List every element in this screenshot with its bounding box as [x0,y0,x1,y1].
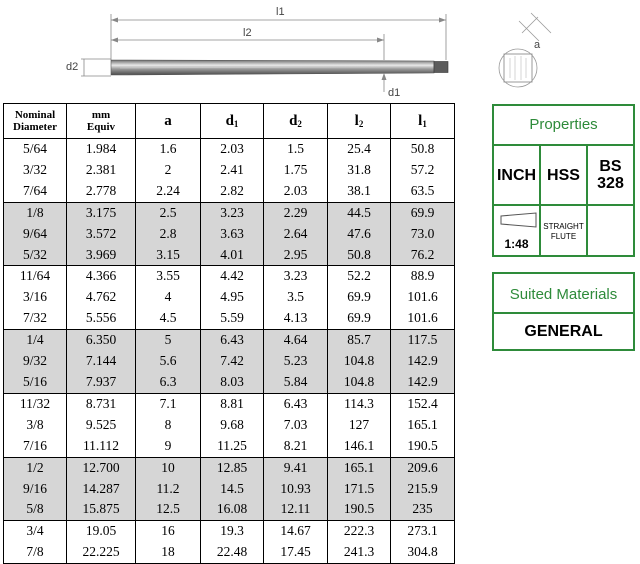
table-cell: 3.23 [201,202,264,223]
table-cell: 69.9 [328,287,391,308]
table-cell: 2.5 [136,202,201,223]
table-row [4,202,455,223]
table-cell: 10 [136,457,201,478]
table-cell: 7.42 [201,351,264,372]
table-cell: 6.350 [67,330,136,351]
table-cell: 8 [136,415,201,436]
table-cell: 1/4 [4,330,67,351]
header-l2: $l_2$ [328,104,391,139]
table-cell: 7.144 [67,351,136,372]
table-cell: 7/8 [4,542,67,563]
table-cell: 5.59 [201,308,264,329]
suited-materials-title: Suited Materials [494,274,633,314]
table-cell: 7/64 [4,181,67,202]
suited-materials-panel [492,272,635,351]
table-cell: 12.85 [201,457,264,478]
table-cell: 3/4 [4,521,67,542]
table-cell: 1.5 [264,139,328,160]
table-cell: 3/32 [4,160,67,181]
table-cell: 7.03 [264,415,328,436]
table-cell: 11/64 [4,266,67,287]
table-cell: 73.0 [391,224,455,245]
table-cell: 1/8 [4,202,67,223]
reamer-dimension-diagram [0,0,480,104]
table-cell: 8.81 [201,393,264,414]
table-row [4,351,455,372]
table-row [4,287,455,308]
table-cell: 5/32 [4,245,67,266]
table-cell: 22.225 [67,542,136,563]
table-cell: 16.08 [201,499,264,520]
table-cell: 14.5 [201,479,264,500]
table-row [4,479,455,500]
table-cell: 15.875 [67,499,136,520]
table-cell: 152.4 [391,393,455,414]
table-cell: 3.23 [264,266,328,287]
standard-badge: BS 328 [586,146,633,204]
table-cell: 9/64 [4,224,67,245]
flute-type: STRAIGHT FLUTE [539,206,586,257]
table-row [4,457,455,478]
table-cell: 50.8 [328,245,391,266]
table-cell: 8.03 [201,372,264,393]
table-cell: 9.41 [264,457,328,478]
table-row [4,393,455,414]
header-d2: $d_2$ [264,104,328,139]
table-cell: 50.8 [391,139,455,160]
properties-panel [492,104,635,257]
table-cell: 104.8 [328,372,391,393]
properties-title: Properties [494,106,633,146]
table-cell: 4.762 [67,287,136,308]
table-cell: 11.112 [67,436,136,457]
material-badge: HSS [539,146,586,204]
table-cell: 190.5 [391,436,455,457]
table-cell: 3.55 [136,266,201,287]
table-cell: 19.3 [201,521,264,542]
table-cell: 4.13 [264,308,328,329]
table-cell: 273.1 [391,521,455,542]
table-cell: 4.42 [201,266,264,287]
table-row [4,372,455,393]
table-cell: 12.5 [136,499,201,520]
table-row [4,499,455,520]
table-cell: 1/2 [4,457,67,478]
unit-badge: INCH [496,166,537,184]
table-cell: 165.1 [328,457,391,478]
table-cell: 3/8 [4,415,67,436]
table-cell: 3.63 [201,224,264,245]
square-end-view-diagram [484,8,634,103]
table-cell: 38.1 [328,181,391,202]
table-cell: 9.68 [201,415,264,436]
table-cell: 4.01 [201,245,264,266]
properties-row-2 [494,206,633,257]
table-cell: 18 [136,542,201,563]
table-cell: 104.8 [328,351,391,372]
header-mm-equiv: mm Equiv [67,104,136,139]
table-cell: 2.64 [264,224,328,245]
table-cell: 52.2 [328,266,391,287]
table-cell: 85.7 [328,330,391,351]
table-cell: 146.1 [328,436,391,457]
table-row [4,330,455,351]
table-cell: 3.15 [136,245,201,266]
table-row [4,308,455,329]
table-cell: 241.3 [328,542,391,563]
table-cell: 1.75 [264,160,328,181]
table-cell: 171.5 [328,479,391,500]
table-cell: 5/64 [4,139,67,160]
table-cell: 9.525 [67,415,136,436]
table-cell: 2.24 [136,181,201,202]
table-cell: 88.9 [391,266,455,287]
table-cell: 63.5 [391,181,455,202]
table-cell: 190.5 [328,499,391,520]
table-cell: 4 [136,287,201,308]
table-cell: 142.9 [391,351,455,372]
table-cell: 101.6 [391,308,455,329]
d1-label: d1 [388,87,401,99]
header-nominal-diameter: Nominal Diameter [4,104,67,139]
table-cell: 5.23 [264,351,328,372]
l2-label: l2 [243,27,252,39]
table-cell: 1.984 [67,139,136,160]
table-row [4,139,455,160]
table-cell: 17.45 [264,542,328,563]
table-cell: 2.29 [264,202,328,223]
table-cell: 9 [136,436,201,457]
table-cell: 5.556 [67,308,136,329]
table-cell: 165.1 [391,415,455,436]
table-body [4,139,455,564]
table-cell: 7/32 [4,308,67,329]
header-a: a [136,104,201,139]
header-d1: $d_1$ [201,104,264,139]
table-cell: 14.67 [264,521,328,542]
l1-label: l1 [276,6,285,18]
table-cell: 2.778 [67,181,136,202]
table-cell: 3.175 [67,202,136,223]
table-cell: 31.8 [328,160,391,181]
table-row [4,415,455,436]
table-row [4,266,455,287]
table-cell: 3.572 [67,224,136,245]
table-cell: 127 [328,415,391,436]
table-cell: 3.5 [264,287,328,308]
table-cell: 8.21 [264,436,328,457]
table-cell: 69.9 [391,202,455,223]
table-cell: 14.287 [67,479,136,500]
table-cell: 6.43 [264,393,328,414]
table-header-row [4,104,455,139]
table-cell: 76.2 [391,245,455,266]
table-cell: 4.64 [264,330,328,351]
table-row [4,521,455,542]
table-cell: 69.9 [328,308,391,329]
table-cell: 19.05 [67,521,136,542]
table-cell: 5 [136,330,201,351]
table-cell: 7.937 [67,372,136,393]
table-cell: 12.700 [67,457,136,478]
table-cell: 4.95 [201,287,264,308]
table-cell: 5.84 [264,372,328,393]
taper-cell [494,206,539,257]
a-label: a [534,39,541,51]
taper-ratio: 1:48 [504,237,529,251]
table-cell: 5/8 [4,499,67,520]
table-cell: 44.5 [328,202,391,223]
table-cell: 2.03 [201,139,264,160]
table-cell: 2 [136,160,201,181]
table-cell: 209.6 [391,457,455,478]
table-cell: 5/16 [4,372,67,393]
table-cell: 2.8 [136,224,201,245]
table-row [4,542,455,563]
table-cell: 2.03 [264,181,328,202]
table-cell: 8.731 [67,393,136,414]
table-cell: 5.6 [136,351,201,372]
table-cell: 114.3 [328,393,391,414]
table-cell: 2.41 [201,160,264,181]
table-cell: 7/16 [4,436,67,457]
table-cell: 11/32 [4,393,67,414]
table-cell: 16 [136,521,201,542]
table-cell: 25.4 [328,139,391,160]
table-cell: 4.5 [136,308,201,329]
suited-material-value: GENERAL [524,323,603,340]
table-cell: 222.3 [328,521,391,542]
table-row [4,436,455,457]
table-cell: 142.9 [391,372,455,393]
table-cell: 12.11 [264,499,328,520]
table-cell: 6.3 [136,372,201,393]
table-cell: 117.5 [391,330,455,351]
table-cell: 10.93 [264,479,328,500]
table-cell: 11.2 [136,479,201,500]
table-cell: 9/32 [4,351,67,372]
properties-row [494,146,633,206]
reamer-size-table [3,103,455,564]
table-cell: 304.8 [391,542,455,563]
table-cell: 4.366 [67,266,136,287]
taper-icon [498,212,542,228]
table-row [4,160,455,181]
table-cell: 47.6 [328,224,391,245]
table-cell: 11.25 [201,436,264,457]
d2-label: d2 [66,61,79,73]
table-cell: 3.969 [67,245,136,266]
table-cell: 22.48 [201,542,264,563]
table-row [4,181,455,202]
table-cell: 101.6 [391,287,455,308]
table-cell: 215.9 [391,479,455,500]
table-cell: 1.6 [136,139,201,160]
header-l1: $l_1$ [391,104,455,139]
table-cell: 235 [391,499,455,520]
table-cell: 7.1 [136,393,201,414]
reamer-square-end [434,62,448,73]
empty-cell [586,206,633,257]
table-cell: 2.82 [201,181,264,202]
table-cell: 6.43 [201,330,264,351]
table-cell: 3/16 [4,287,67,308]
table-cell: 57.2 [391,160,455,181]
table-row [4,245,455,266]
table-row [4,224,455,245]
table-cell: 9/16 [4,479,67,500]
table-cell: 2.381 [67,160,136,181]
table-cell: 2.95 [264,245,328,266]
